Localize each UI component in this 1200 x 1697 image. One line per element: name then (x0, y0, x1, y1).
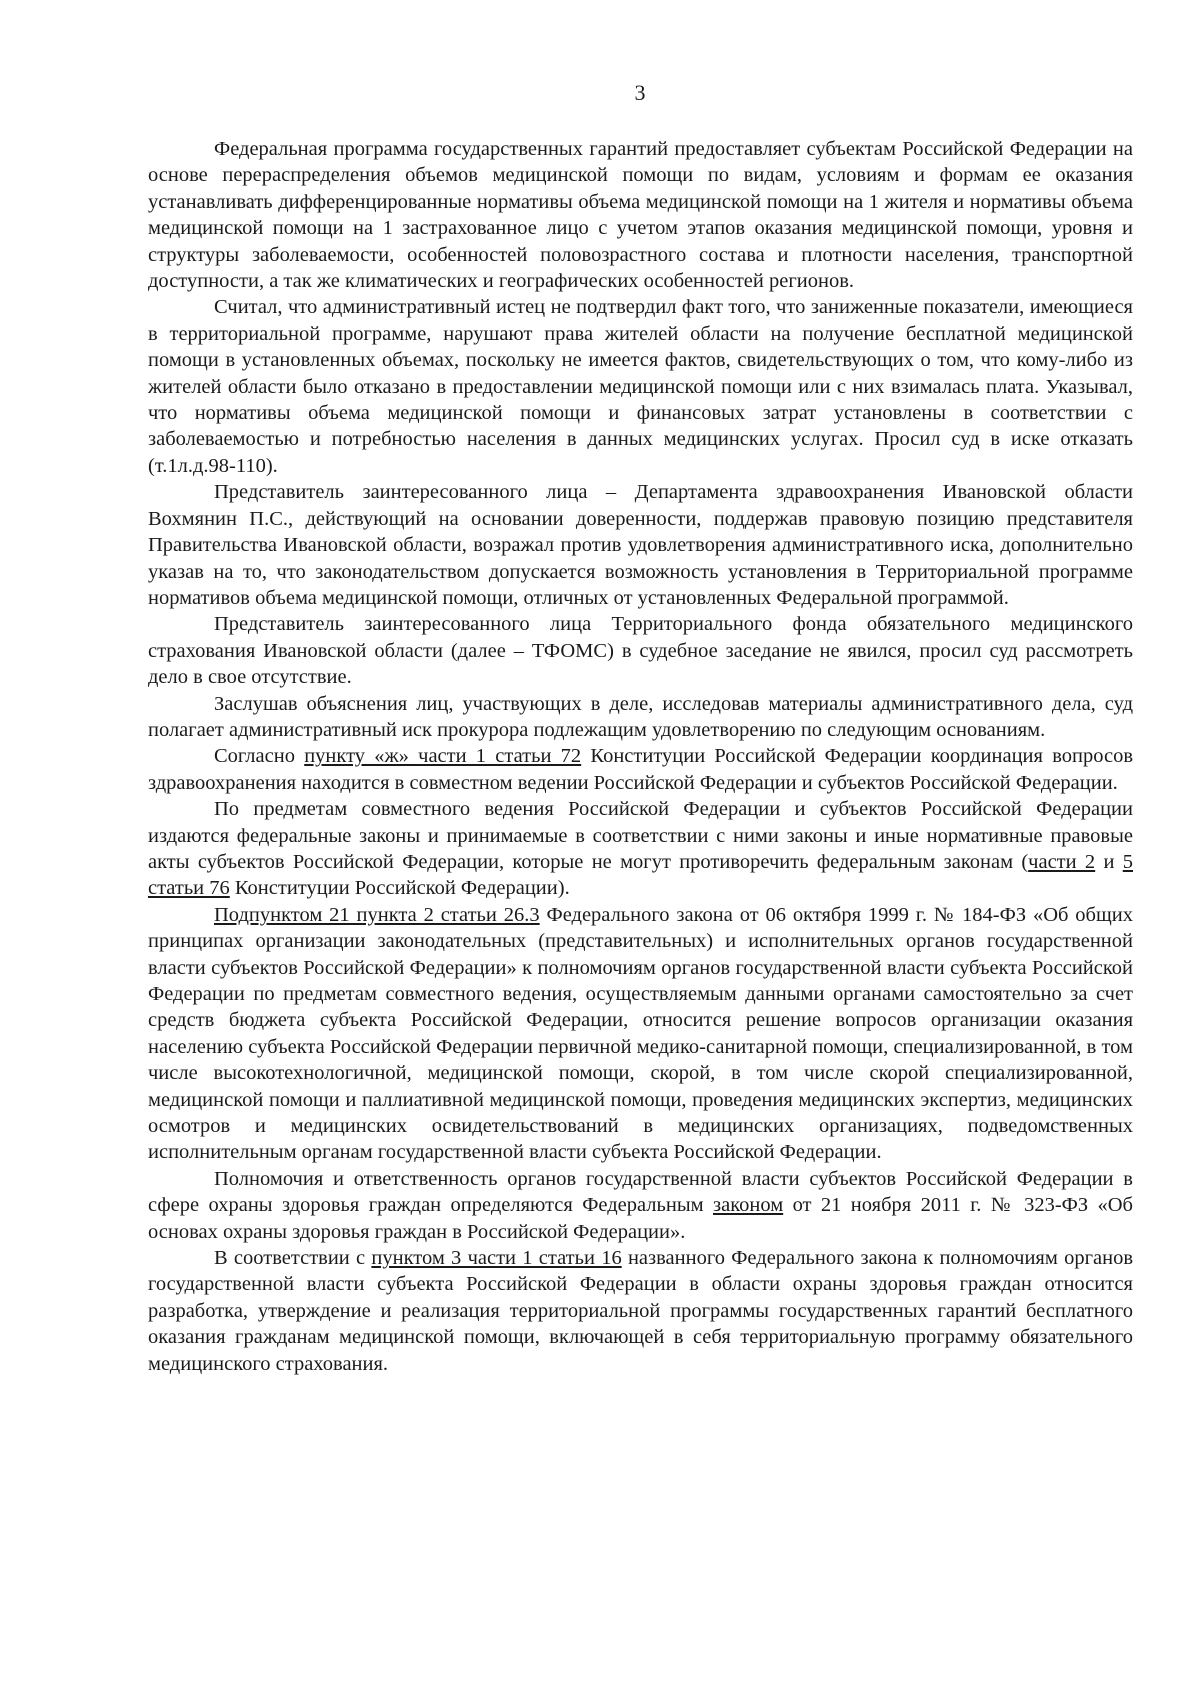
law-reference-link[interactable]: пунктом 3 части 1 статьи 16 (371, 1247, 622, 1270)
law-reference-link[interactable]: части 2 (1028, 850, 1096, 873)
text-span: Согласно (214, 745, 305, 768)
document-body (148, 136, 1133, 1377)
paragraph-8 (148, 902, 1133, 1166)
paragraph-9 (148, 1166, 1133, 1245)
paragraph-5: Заслушав объяснения лиц, участвующих в деле, исследовав материалы административного дела, суд полагает административный иск прокурора подлежащим удовлетворению по следующим основаниям. (148, 692, 1133, 741)
text-span: По предметам совместного ведения Российской Федерации и субъектов Российской Федерации издаются федеральные законы и принимаемые в соответствии с ними законы и иные нормативные правовые акты субъектов Российской Федерации, которые не могут противоречить федеральным законам ( (148, 798, 1133, 873)
paragraph-7 (148, 796, 1133, 902)
law-reference-link[interactable]: законом (713, 1194, 784, 1217)
paragraph-6 (148, 743, 1133, 796)
paragraph-1: Федеральная программа государственных гарантий предоставляет субъектам Российской Федерации на основе перераспределения объемов медицинской помощи по видам, условиям и формам ее оказания устанавливать дифференцированные нормативы объема медицинской помощи на 1 жителя и нормативы объема медицинской помощи на 1 застрахованное лицо с учетом этапов оказания медицинской помощи, уровня и структуры заболеваемости, особенностей половозрастного состава и плотности населения, транспортной доступности, а так же климатических и географических особенностей регионов. (148, 138, 1133, 293)
law-reference-link[interactable]: Подпунктом 21 пункта 2 статьи 26.3 (214, 903, 540, 926)
text-span: Конституции Российской Федерации координация вопросов здравоохранения находится в совместном ведении Российской Федерации и субъектов Российской Федерации. (148, 745, 1133, 794)
text-span: и (1095, 850, 1123, 873)
text-span: В соответствии с (214, 1247, 372, 1270)
page-number: 3 (634, 80, 646, 105)
text-span: Полномочия и ответственность органов государственной власти субъектов Российской Федерации в сфере охраны здоровья граждан определяются Федеральным (148, 1167, 1133, 1217)
text-span: Конституции Российской Федерации). (229, 877, 570, 900)
paragraph-4: Представитель заинтересованного лица Территориального фонда обязательного медицинского страхования Ивановской области (далее – ТФОМС) в судебное заседание не явился, просил суд рассмотреть дело в свое отсутствие. (148, 613, 1133, 689)
paragraph-3: Представитель заинтересованного лица – Департамента здравоохранения Ивановской области Вохмянин П.С., действующий на основании доверенности, поддержав правовую позицию представителя Правительства Ивановской области, возражал против удовлетворения административного иска, дополнительно указав на то, что законодательством допускается возможность установления в Территориальной программе нормативов объема медицинской помощи, отличных от установленных Федеральной программой. (148, 481, 1133, 609)
law-reference-link[interactable]: пункту «ж» части 1 статьи 72 (304, 745, 582, 768)
paragraph-2: Считал, что административный истец не подтвердил факт того, что заниженные показатели, имеющиеся в территориальной программе, нарушают права жителей области на получение бесплатной медицинской помощи в установленных объемах, поскольку не имеется фактов, свидетельствующих о том, что кому-либо из жителей области было отказано в предоставлении медицинской помощи или с них взималась плата. Указывал, что нормативы объема медицинской помощи и финансовых затрат установлены в соответствии с заболеваемостью и потребностью населения в данных медицинских услугах. Просил суд в иске отказать (т.1л.д.98-110). (148, 296, 1133, 477)
text-span: Федерального закона от 06 октября 1999 г. № 184-ФЗ «Об общих принципах организации законодательных (представительных) и исполнительных органов государственной власти субъектов Российской Федерации» к полномочиям органов государственной власти субъекта Российской Федерации по предметам совместного ведения, осуществляемым данными органами самостоятельно за счет средств бюджета субъекта Российской Федерации, относится решение вопросов организации оказания населению субъекта Российской Федерации первичной медико-санитарной помощи, специализированной, в том числе высокотехнологичной, медицинской помощи, скорой, в том числе скорой специализированной, медицинской помощи и паллиативной медицинской помощи, проведения медицинских экспертиз, медицинских осмотров и медицинских освидетельствований в медицинских организациях, подведомственных исполнительным органам государственной власти субъекта Российской Федерации. (148, 903, 1133, 1164)
paragraph-10 (148, 1245, 1133, 1377)
text-span: названного Федерального закона к полномочиям органов государственной власти субъекта Российской Федерации в области охраны здоровья граждан относится разработка, утверждение и реализация территориальной программы государственных гарантий бесплатного оказания гражданам медицинской помощи, включающей в себя территориальную программу обязательного медицинского страхования. (148, 1247, 1134, 1375)
text-span: от 21 ноября 2011 г. № 323-ФЗ «Об основах охраны здоровья граждан в Российской Федерации». (148, 1194, 1133, 1243)
law-reference-link[interactable]: 5 статьи 76 (148, 850, 1133, 900)
